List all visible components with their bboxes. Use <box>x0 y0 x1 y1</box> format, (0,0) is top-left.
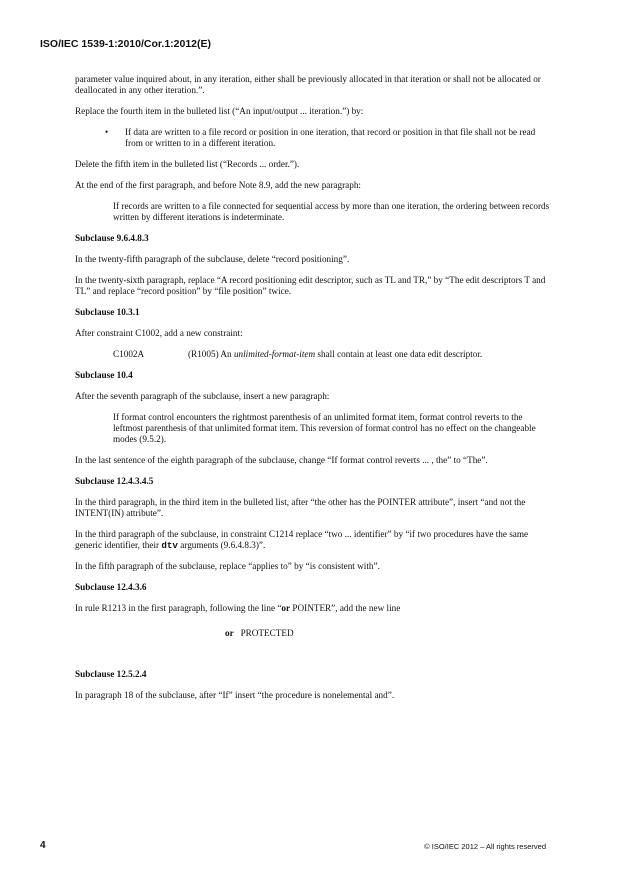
constraint-id: C1002A <box>113 349 145 359</box>
code-term: dtv <box>161 540 178 551</box>
document-body <box>75 74 553 711</box>
list-item <box>75 127 553 149</box>
syntax-rule-line: or PROTECTED <box>225 628 294 638</box>
copyright-notice: © ISO/IEC 2012 – All rights reserved <box>424 842 546 851</box>
subclause-heading: Subclause 12.4.3.4.5 <box>75 476 154 486</box>
subclause-heading: Subclause 10.4 <box>75 370 133 380</box>
inserted-paragraph: If format control encounters the rightmost parenthesis of an unlimited format item, format control reverts to the leftmost parenthesis of that unlimited format item. This reversion of format control has no effect on the changeable modes (9.5.2). <box>113 412 536 444</box>
subclause-heading: Subclause 9.6.4.8.3 <box>75 233 149 243</box>
paragraph: Replace the fourth item in the bulleted list (“An input/output ... iteration.”) by: <box>75 106 364 116</box>
subclause-heading: Subclause 12.5.2.4 <box>75 669 147 679</box>
list-item-text: If data are written to a file record or position in one iteration, that record or position in that file shall not be read from or written to in a different iteration. <box>125 127 536 148</box>
paragraph: In the third paragraph, in the third item in the bulleted list, after “the other has the POINTER attribute”, insert “and not the INTENT(IN) attribute”. <box>75 497 526 518</box>
paragraph: Delete the fifth item in the bulleted list (“Records ... order.”). <box>75 159 300 169</box>
paragraph: In the last sentence of the eighth paragraph of the subclause, change “If format control reverts ... , the” to “The”. <box>75 455 488 465</box>
paragraph: In the twenty-sixth paragraph, replace “A record positioning edit descriptor, such as TL and TR,” by “The edit descriptors T and TL” and replace “record position” by “file position” twice. <box>75 275 546 296</box>
paragraph: In rule R1213 in the first paragraph, following the line “or POINTER”, add the new line <box>75 603 401 613</box>
paragraph: After the seventh paragraph of the subclause, insert a new paragraph: <box>75 391 330 401</box>
paragraph: parameter value inquired about, in any iteration, either shall be previously allocated in that iteration or shall not be allocated or deallocated in any other iteration.”. <box>75 74 541 95</box>
constraint-text: (R1005) An unlimited-format-item shall contain at least one data edit descriptor. <box>188 349 483 359</box>
paragraph: In the third paragraph of the subclause, in constraint C1214 replace “two ... identifier” by “if two procedures have the same generic identifier, their dtv arguments (9.6.4.8.3)”. <box>75 529 529 551</box>
subclause-heading: Subclause 10.3.1 <box>75 307 140 317</box>
inserted-paragraph: If records are written to a file connected for sequential access by more than one iteration, the ordering between records written by different iterations is indeterminate. <box>113 201 550 222</box>
paragraph: In paragraph 18 of the subclause, after “If” insert “the procedure is nonelemental and”. <box>75 690 395 700</box>
page-number: 4 <box>40 840 46 851</box>
paragraph: In the twenty-fifth paragraph of the subclause, delete “record positioning”. <box>75 254 350 264</box>
bullet-icon: • <box>105 127 109 137</box>
paragraph: After constraint C1002, add a new constraint: <box>75 328 243 338</box>
paragraph: In the fifth paragraph of the subclause, replace “applies to” by “is consistent with”. <box>75 561 380 571</box>
constraint-row <box>75 349 553 360</box>
paragraph: At the end of the first paragraph, and before Note 8.9, add the new paragraph: <box>75 180 361 190</box>
subclause-heading: Subclause 12.4.3.6 <box>75 582 147 592</box>
document-id-header: ISO/IEC 1539-1:2010/Cor.1:2012(E) <box>40 38 212 50</box>
